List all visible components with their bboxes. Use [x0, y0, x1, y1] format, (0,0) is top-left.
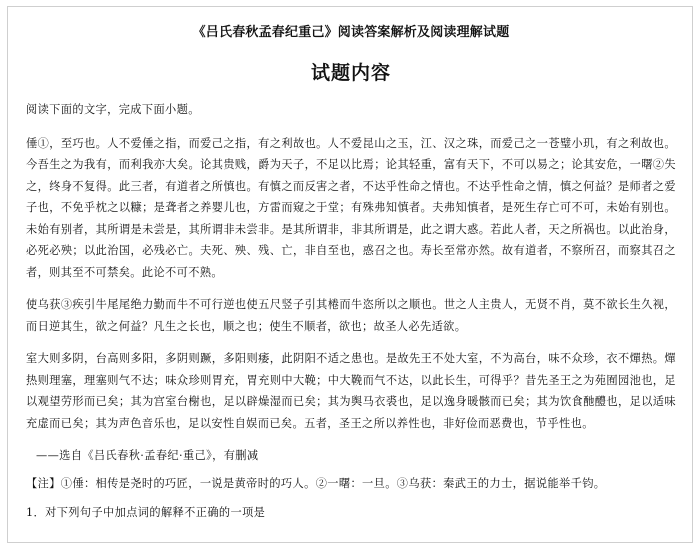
passage-paragraph-3: 室大则多阴，台高则多阳，多阴则蹶，多阳则痿，此阴阳不适之患也。是故先王不处大室，不为高台，味不众珍，衣不燀热。燀热则理塞，理塞则气不达；味众珍则胃充，胃充则中大鞔；中大鞔而气不达，以此长生，可得乎？昔先圣王之为苑囿园池也，足以观望劳形而已矣；其为宫室台榭也，足以辟燥湿而已矣；其为舆马衣裘也，足以逸身暖骸而已矣；其为饮食酏醴也，足以适味充虚而已矣；其为声色音乐也，足以安性自娱而已矣。五者，圣王之所以养性也，非好俭而恶费也，节乎性也。: [26, 352, 676, 430]
document-title: 《吕氏春秋孟春纪重己》阅读答案解析及阅读理解试题: [192, 25, 510, 40]
annotation-note: 【注】①倕：相传是尧时的巧匠，一说是黄帝时的巧人。②一曙：一旦。③乌获：秦武王的力士，据说能举千钧。: [26, 476, 606, 490]
question-1: 1．对下列句子中加点词的解释不正确的一项是: [26, 506, 266, 519]
document-page: [7, 6, 693, 543]
passage-paragraph-1: 倕①，至巧也。人不爱倕之指，而爱己之指，有之利故也。人不爱昆山之玉，江、汉之珠，而爱己之一苍璧小玑，有之利故也。今吾生之为我有，而利我亦大矣。论其贵贱，爵为天子，不足以比焉；论其轻重，富有天下，不可以易之；论其安危，一曙②失之，终身不复得。此三者，有道者之所慎也。有慎之而反害之者，不达乎性命之情也。不达乎性命之情，慎之何益？是师者之爱子也，不免乎枕之以糠；是聋者之养婴儿也，方雷而窥之于堂；有殊弗知慎者。夫弗知慎者，是死生存亡可不可，未始有别也。未始有别者，其所谓是未尝是，其所谓非未尝非。是其所谓非，非其所谓是，此之谓大惑。若此人者，天之所祸也。以此治身，必死必殃；以此治国，必残必亡。夫死、殃、残、亡，非自至也，惑召之也。寿长至常亦然。故有道者，不察所召，而察其召之者，则其至不可禁矣。此论不可不熟。: [26, 136, 676, 279]
section-heading: 试题内容: [310, 62, 391, 84]
instruction-text: 阅读下面的文字，完成下面小题。: [26, 103, 200, 116]
source-citation: ——选自《吕氏春秋·孟春纪·重己》，有删减: [36, 449, 259, 462]
passage-paragraph-2: 使乌获③疾引牛尾尾绝力勤而牛不可行逆也使五尺竖子引其棬而牛恣所以之顺也。世之人主贵人，无贤不肖，莫不欲长生久视，而日逆其生，欲之何益？凡生之长也，顺之也；使生不顺者，欲也；故圣人必先适欲。: [26, 298, 676, 333]
